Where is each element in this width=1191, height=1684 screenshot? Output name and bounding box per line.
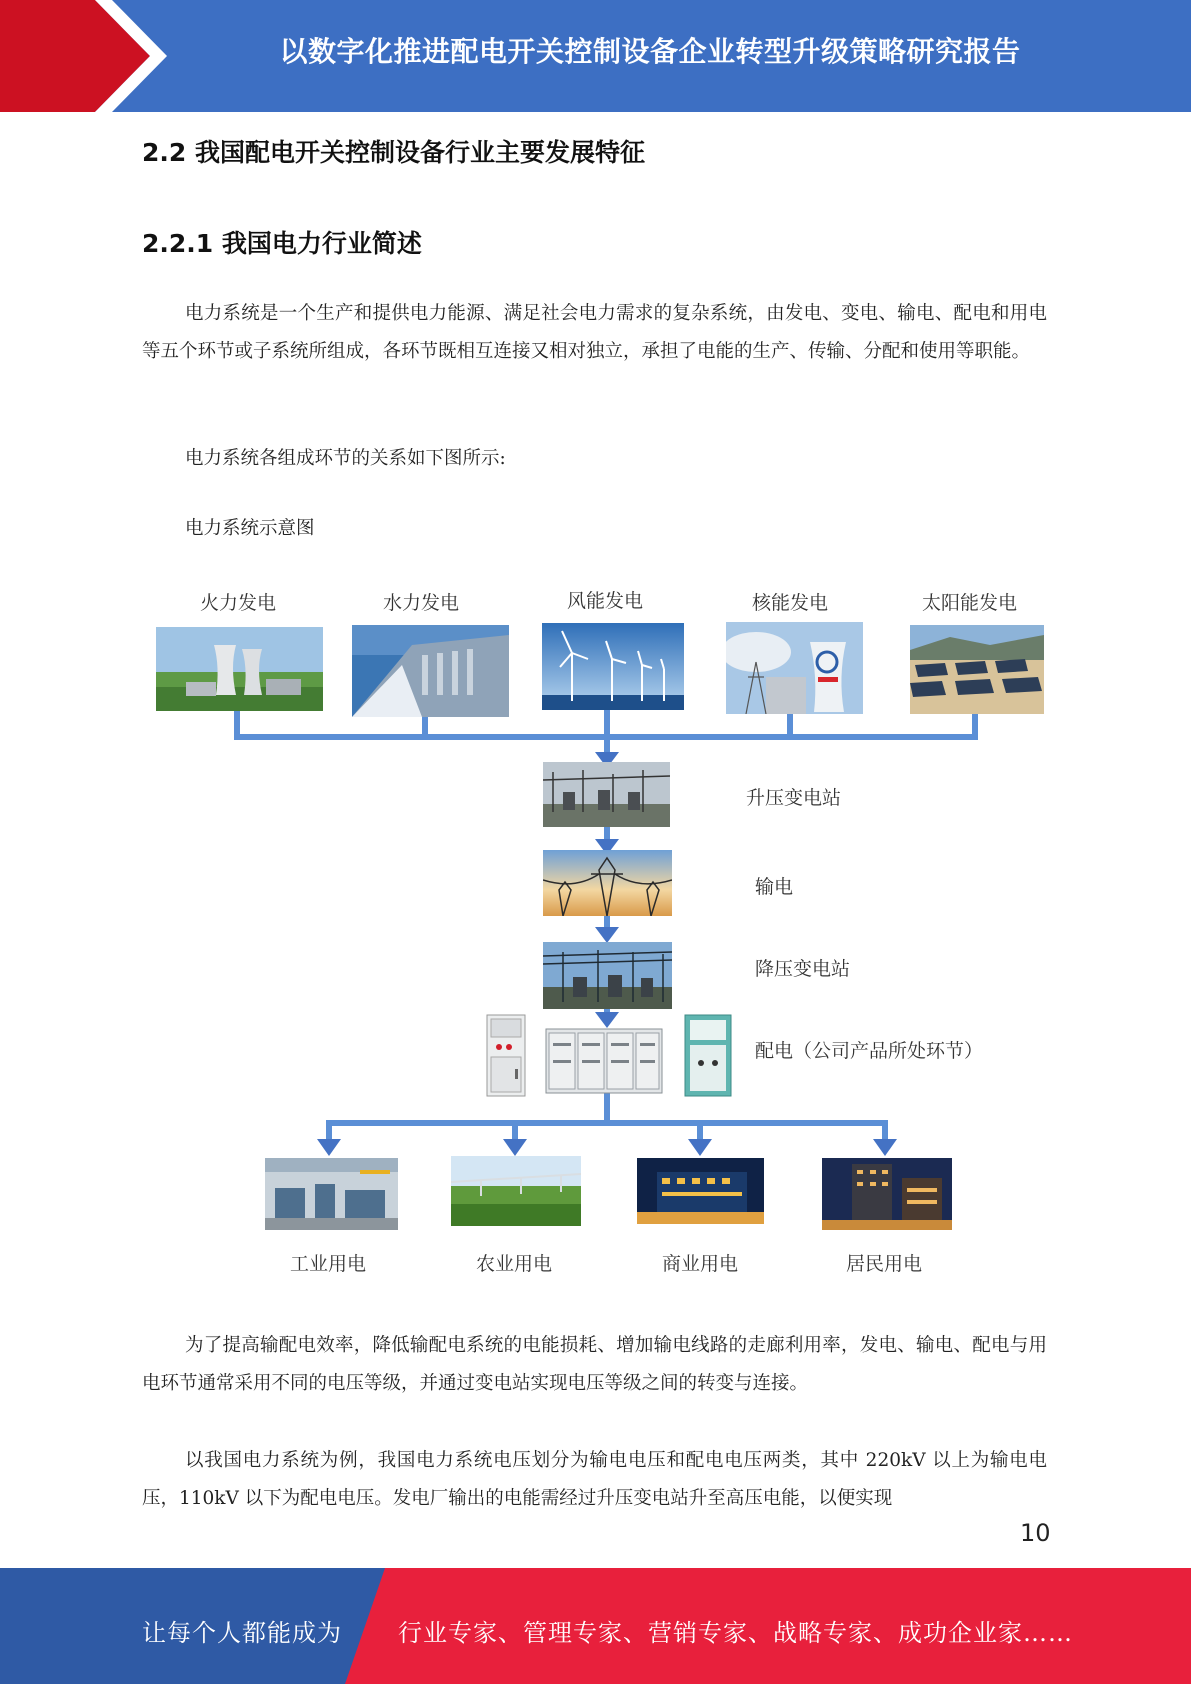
step-up-substation-photo bbox=[543, 762, 670, 827]
switchgear-cabinet-left bbox=[485, 1013, 527, 1098]
label-transmission: 输电 bbox=[755, 876, 794, 898]
label-residential-use: 居民用电 bbox=[846, 1253, 923, 1275]
label-wind-power: 风能发电 bbox=[567, 590, 644, 612]
label-industrial-use: 工业用电 bbox=[290, 1253, 367, 1275]
subsection-heading: 2.2.1 我国电力行业简述 bbox=[142, 229, 422, 258]
switchgear-cabinet-center bbox=[545, 1028, 663, 1094]
figure-caption: 电力系统示意图 bbox=[185, 518, 315, 539]
label-thermal-power: 火力发电 bbox=[200, 592, 277, 614]
page-number: 10 bbox=[1020, 1519, 1051, 1547]
paragraph-voltage-example: 以我国电力系统为例，我国电力系统电压划分为输电电压和配电电压两类，其中 220kV 以上为输电电压，110kV 以下为配电电压。发电厂输出的电能需经过升压变电站升至高压电能，以便实现 bbox=[142, 1450, 1047, 1509]
hydro-power-photo bbox=[352, 625, 509, 717]
paragraph-voltage-levels: 为了提高输配电效率，降低输配电系统的电能损耗、增加输电线路的走廊利用率，发电、输电、配电与用电环节通常采用不同的电压等级，并通过变电站实现电压等级之间的转变与连接。 bbox=[142, 1335, 1047, 1394]
nuclear-power-photo bbox=[726, 622, 863, 714]
footer-slogan-right: 行业专家、管理专家、营销专家、战略专家、成功企业家…… bbox=[398, 1619, 1073, 1647]
wind-power-photo bbox=[542, 623, 684, 710]
paragraph-intro: 电力系统是一个生产和提供电力能源、满足社会电力需求的复杂系统，由发电、变电、输电、配电和用电等五个环节或子系统所组成，各环节既相互连接又相对独立，承担了电能的生产、传输、分配和使用等职能。 bbox=[142, 303, 1047, 362]
footer-slogan-left: 让每个人都能成为 bbox=[142, 1619, 342, 1647]
agricultural-use-photo bbox=[451, 1156, 581, 1226]
paragraph-relation: 电力系统各组成环节的关系如下图所示: bbox=[185, 448, 506, 469]
label-step-up-substation: 升压变电站 bbox=[746, 787, 842, 809]
label-hydro-power: 水力发电 bbox=[383, 592, 460, 614]
solar-power-photo bbox=[910, 625, 1044, 714]
commercial-use-photo bbox=[637, 1158, 764, 1224]
switchgear-cabinet-right bbox=[683, 1013, 733, 1098]
label-nuclear-power: 核能发电 bbox=[752, 592, 829, 614]
transmission-photo bbox=[543, 850, 672, 916]
power-system-diagram bbox=[140, 580, 1060, 1280]
label-agricultural-use: 农业用电 bbox=[476, 1253, 553, 1275]
label-step-down-substation: 降压变电站 bbox=[755, 958, 851, 980]
label-solar-power: 太阳能发电 bbox=[922, 592, 1018, 614]
industrial-use-photo bbox=[265, 1158, 398, 1230]
label-commercial-use: 商业用电 bbox=[662, 1253, 739, 1275]
section-heading: 2.2 我国配电开关控制设备行业主要发展特征 bbox=[142, 138, 645, 167]
residential-use-photo bbox=[822, 1158, 952, 1230]
label-distribution: 配电（公司产品所处环节） bbox=[755, 1040, 984, 1062]
step-down-substation-photo bbox=[543, 942, 672, 1009]
thermal-power-photo bbox=[156, 627, 323, 711]
report-title: 以数字化推进配电开关控制设备企业转型升级策略研究报告 bbox=[279, 35, 1021, 68]
